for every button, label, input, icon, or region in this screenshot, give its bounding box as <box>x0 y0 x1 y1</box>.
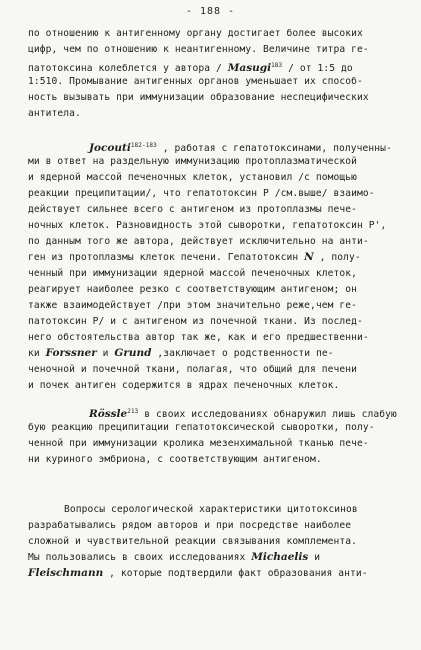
script-name: Rössle <box>89 408 128 420</box>
text-line: действует сильнее всего с антигеном из протоплазмы пече- <box>28 204 358 215</box>
text-line: ченный при иммунизации ядерной массой печеночных клеток, <box>28 268 358 279</box>
script-name: Jocouti <box>89 142 131 154</box>
script-name: Fleischmann <box>28 567 104 579</box>
text-line: и ядерной массой печеночных клеток, установил /с помощью <box>28 172 358 183</box>
text-line: и почек антиген содержится в ядрах печеночных клеток. <box>28 380 340 391</box>
text-line: Мы пользовались в своих исследованиях Michaelis и <box>28 551 321 563</box>
text-line: ки Forssner и Grund ,заключает о родственности пе- <box>28 347 334 359</box>
reference-number: 213 <box>127 408 139 415</box>
text-line: бую реакцию преципитации гепатотоксической сыворотки, полу- <box>28 422 375 433</box>
page-number: - 188 - <box>185 6 236 17</box>
script-name: Forssner <box>45 347 97 359</box>
script-name: Masugi <box>227 62 272 74</box>
text-line: по данным того же автора, действует исключительно на анти- <box>28 236 369 247</box>
script-name: Grund <box>114 347 152 359</box>
text-line: ни куриного эмбриона, с соответствующим антигеном. <box>28 454 322 465</box>
text-line: Вопросы серологической характеристики цитотоксинов <box>64 504 358 515</box>
text-line: Jocouti$^{182-183}$ , работая с гепатотоксинами, полученны- <box>89 142 392 154</box>
reference-number: 183 <box>271 62 283 69</box>
text-line: также взаимодействует /при этом значительно реже,чем ге- <box>28 300 358 311</box>
text-line: антитела. <box>28 108 81 119</box>
text-line: Rössle$^{213}$ в своих исследованиях обнаружил лишь слабую <box>89 408 397 420</box>
reference-number: 182-183 <box>130 142 157 149</box>
text-line: него обстоятельства автор так же, как и его предшественни- <box>28 332 369 343</box>
text-line: цифр, чем по отношению к неантигенному. Величине титра ге- <box>28 44 369 55</box>
text-line: ченной при иммунизации кролика мезенхимальной тканью пече- <box>28 438 369 449</box>
text-line: Fleischmann , которые подтвердили факт образования анти- <box>28 567 368 579</box>
text-line: по отношению к антигенному органу достигает более высоких <box>28 28 363 39</box>
text-line: реакции преципитации/, что гепатотоксин Р /см.выше/ взаимо- <box>28 188 375 199</box>
text-line: патотоксин Р/ и с антигеном из почечной ткани. Из послед- <box>28 316 363 327</box>
text-line: ген из протоплазмы клеток печени. Гепатотоксин N , полу- <box>28 251 361 263</box>
text-line: ми в ответ на раздельную иммунизацию протоплазматической <box>28 156 358 167</box>
script-name: Michaelis <box>251 551 309 563</box>
text-line: ность вызывать при иммунизации образование неспецифических <box>28 92 369 103</box>
text-line: патотоксина колеблется у автора / Masugi$^{183}$ / от 1:5 до <box>28 62 353 74</box>
text-line: ченочной и почечной ткани, полагая, что общий для печени <box>28 364 358 375</box>
text-line: сложной и чувствительной реакции связывания комплемента. <box>28 536 358 547</box>
text-line: разрабатывались рядом авторов и при посредстве наиболее <box>28 520 352 531</box>
text-line: 1:510. Промывание антигенных органов уменьшает их способ- <box>28 76 363 87</box>
text-line: реагирует наиболее резко с соответствующим антигеном; он <box>28 284 358 295</box>
text-line: ночных клеток. Разновидность этой сыворотки, гепатотоксин Р', <box>28 220 387 231</box>
script-name: N <box>304 251 314 263</box>
